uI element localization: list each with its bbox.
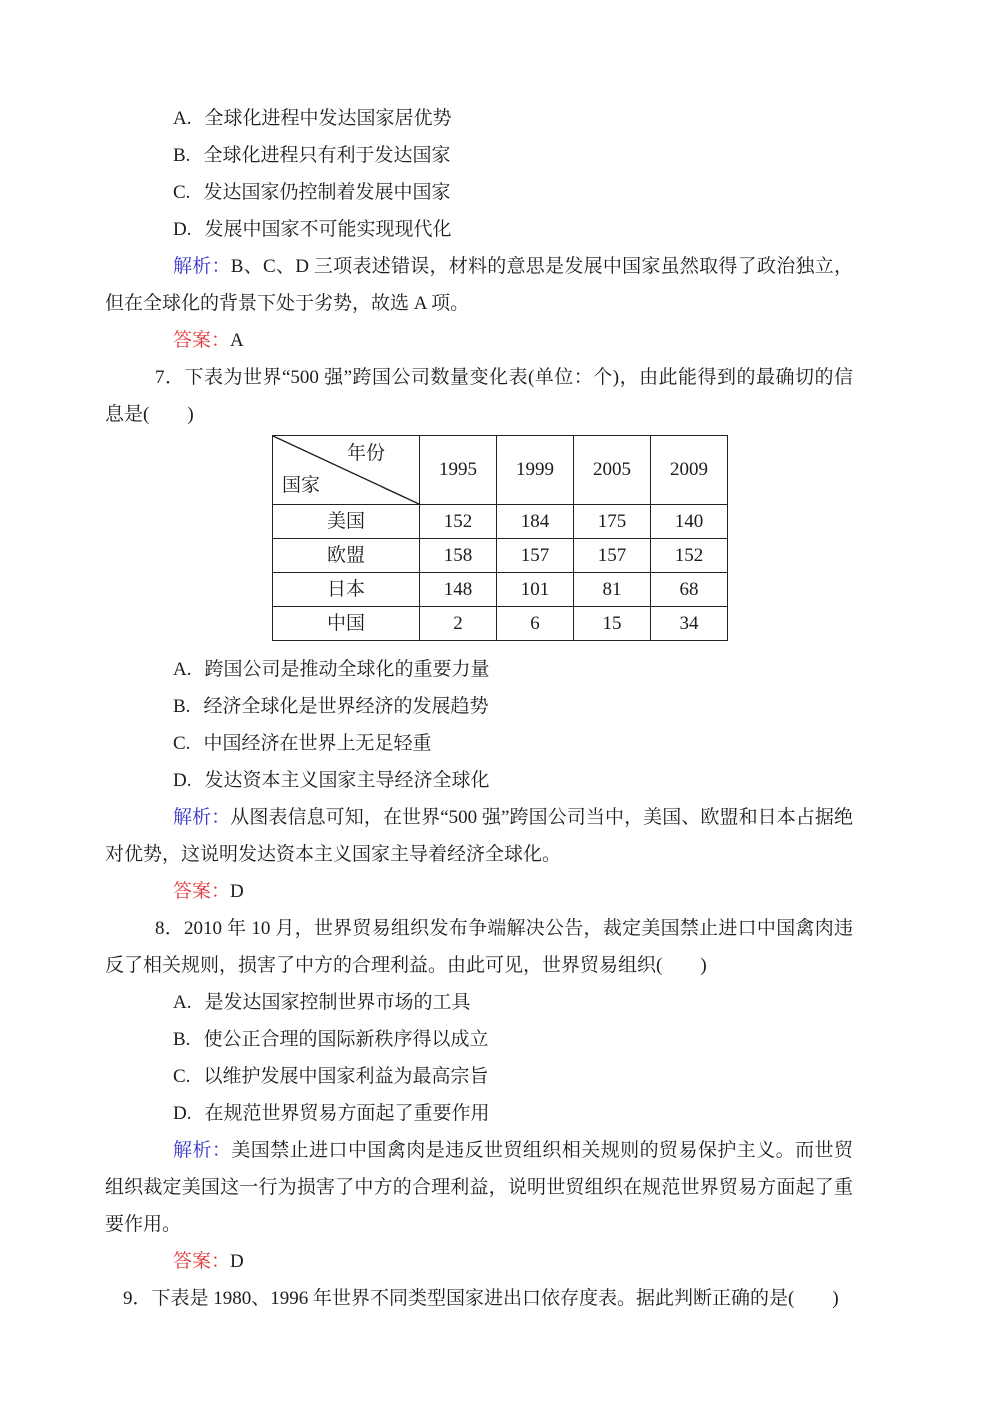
option-b bbox=[105, 137, 853, 174]
option-text: 在规范世界贸易方面起了重要作用 bbox=[204, 1103, 490, 1124]
answer-label: 答案： bbox=[173, 881, 231, 902]
option-text: 以维护发展中国家利益为最高宗旨 bbox=[203, 1066, 489, 1087]
option-text: 发达资本主义国家主导经济全球化 bbox=[204, 770, 490, 791]
value-cell: 157 bbox=[497, 539, 574, 573]
value-cell: 175 bbox=[574, 505, 651, 539]
option-letter: A. bbox=[173, 992, 192, 1013]
option-text: 全球化进程只有利于发达国家 bbox=[203, 145, 451, 166]
option-letter: A. bbox=[173, 108, 192, 129]
option-text: 是发达国家控制世界市场的工具 bbox=[204, 992, 471, 1013]
option-a bbox=[105, 651, 853, 688]
corner-label-year: 年份 bbox=[346, 443, 385, 464]
option-c bbox=[105, 725, 853, 762]
option-letter: B. bbox=[173, 1029, 191, 1050]
country-cell: 日本 bbox=[273, 573, 420, 607]
option-d bbox=[105, 211, 853, 248]
analysis-label: 解析： bbox=[173, 807, 231, 828]
option-letter: A. bbox=[173, 659, 192, 680]
table-row-usa bbox=[273, 505, 728, 539]
option-a bbox=[105, 984, 853, 1021]
year-header-cell: 1999 bbox=[497, 436, 574, 505]
option-a bbox=[105, 100, 853, 137]
table-row-china bbox=[273, 607, 728, 641]
answer-value: D bbox=[230, 1251, 244, 1272]
option-b bbox=[105, 1021, 853, 1058]
option-text: 跨国公司是推动全球化的重要力量 bbox=[204, 659, 490, 680]
value-cell: 34 bbox=[651, 607, 728, 641]
option-text: 发达国家仍控制着发展中国家 bbox=[203, 182, 451, 203]
answer-value: D bbox=[230, 881, 244, 902]
answer-label: 答案： bbox=[173, 330, 231, 351]
page-content bbox=[105, 0, 853, 1317]
value-cell: 81 bbox=[574, 573, 651, 607]
country-cell: 欧盟 bbox=[273, 539, 420, 573]
country-cell: 美国 bbox=[273, 505, 420, 539]
corner-label-country: 国家 bbox=[282, 475, 321, 496]
question-7-analysis bbox=[105, 799, 853, 873]
table-row-japan bbox=[273, 573, 728, 607]
option-c bbox=[105, 1058, 853, 1095]
question-9-stem: 9．下表是 1980、1996 年世界不同类型国家进出口依存度表。据此判断正确的是( ) bbox=[123, 1288, 839, 1309]
question-7-options bbox=[105, 651, 853, 799]
option-d bbox=[105, 762, 853, 799]
value-cell: 152 bbox=[420, 505, 497, 539]
answer-label: 答案： bbox=[173, 1251, 231, 1272]
question-6-analysis bbox=[105, 248, 853, 322]
value-cell: 140 bbox=[651, 505, 728, 539]
option-c bbox=[105, 174, 853, 211]
option-letter: B. bbox=[173, 145, 191, 166]
analysis-text: B、C、D 三项表述错误，材料的意思是发展中国家虽然取得了政治独立，但在全球化的背景下处于劣势，故选 A 项。 bbox=[105, 256, 853, 314]
option-letter: D. bbox=[173, 770, 192, 791]
table-row-eu bbox=[273, 539, 728, 573]
option-text: 使公正合理的国际新秩序得以成立 bbox=[203, 1029, 489, 1050]
value-cell: 184 bbox=[497, 505, 574, 539]
value-cell: 152 bbox=[651, 539, 728, 573]
value-cell: 157 bbox=[574, 539, 651, 573]
question-6-answer bbox=[105, 322, 853, 359]
option-text: 经济全球化是世界经济的发展趋势 bbox=[203, 696, 489, 717]
value-cell: 101 bbox=[497, 573, 574, 607]
option-text: 发展中国家不可能实现现代化 bbox=[204, 219, 452, 240]
year-header-cell: 2005 bbox=[574, 436, 651, 505]
question-6-options bbox=[105, 100, 853, 248]
option-letter: B. bbox=[173, 696, 191, 717]
year-header-cell: 2009 bbox=[651, 436, 728, 505]
option-text: 全球化进程中发达国家居优势 bbox=[204, 108, 452, 129]
value-cell: 6 bbox=[497, 607, 574, 641]
question-8-stem: 8．2010 年 10 月，世界贸易组织发布争端解决公告，裁定美国禁止进口中国禽肉违反了相关规则，损害了中方的合理利益。由此可见，世界贸易组织( ) bbox=[105, 918, 853, 976]
option-d bbox=[105, 1095, 853, 1132]
fortune500-table-wrapper bbox=[272, 435, 853, 641]
option-b bbox=[105, 688, 853, 725]
option-letter: C. bbox=[173, 182, 191, 203]
question-7-answer bbox=[105, 873, 853, 910]
option-letter: D. bbox=[173, 1103, 192, 1124]
question-8-analysis bbox=[105, 1132, 853, 1243]
option-letter: C. bbox=[173, 1066, 191, 1087]
option-letter: C. bbox=[173, 733, 191, 754]
fortune500-table bbox=[272, 435, 728, 641]
analysis-text: 美国禁止进口中国禽肉是违反世贸组织相关规则的贸易保护主义。而世贸组织裁定美国这一行为损害了中方的合理利益，说明世贸组织在规范世界贸易方面起了重要作用。 bbox=[105, 1140, 853, 1235]
value-cell: 68 bbox=[651, 573, 728, 607]
table-header-row bbox=[273, 436, 728, 505]
value-cell: 148 bbox=[420, 573, 497, 607]
table-corner-cell bbox=[273, 436, 420, 505]
value-cell: 158 bbox=[420, 539, 497, 573]
question-8-answer bbox=[105, 1243, 853, 1280]
value-cell: 15 bbox=[574, 607, 651, 641]
analysis-label: 解析： bbox=[173, 1140, 232, 1161]
question-7-stem: 7．下表为世界“500 强”跨国公司数量变化表(单位：个)，由此能得到的最确切的信息是( ) bbox=[105, 367, 853, 425]
analysis-text: 从图表信息可知，在世界“500 强”跨国公司当中，美国、欧盟和日本占据绝对优势，这说明发达资本主义国家主导着经济全球化。 bbox=[105, 807, 853, 865]
question-8-options bbox=[105, 984, 853, 1132]
analysis-label: 解析： bbox=[173, 256, 231, 277]
year-header-cell: 1995 bbox=[420, 436, 497, 505]
country-cell: 中国 bbox=[273, 607, 420, 641]
answer-value: A bbox=[230, 330, 244, 351]
option-letter: D. bbox=[173, 219, 192, 240]
value-cell: 2 bbox=[420, 607, 497, 641]
option-text: 中国经济在世界上无足轻重 bbox=[203, 733, 432, 754]
